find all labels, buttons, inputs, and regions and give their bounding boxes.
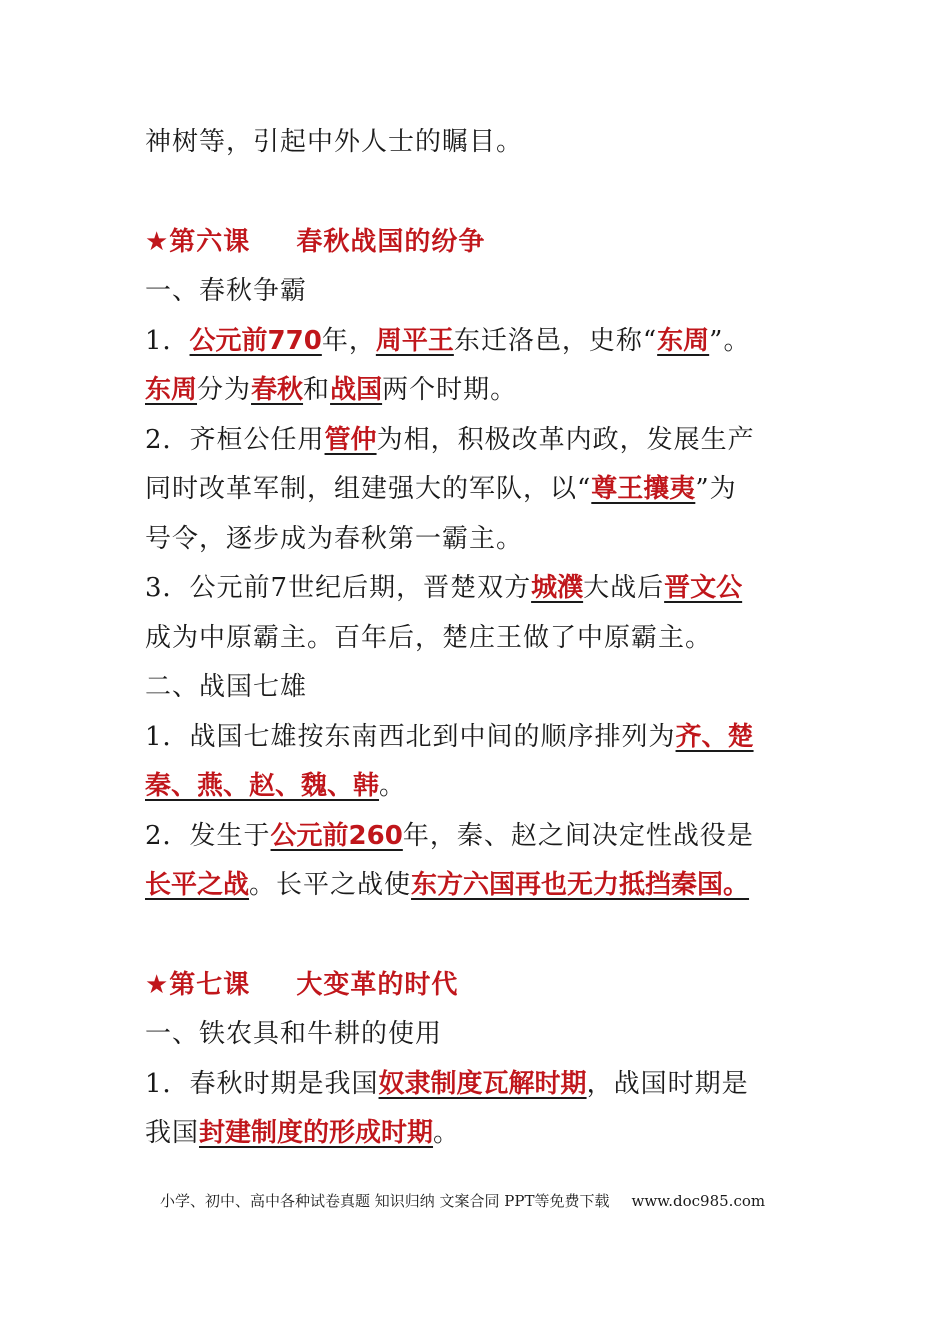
- text-line: [145, 416, 825, 466]
- plain-text: 我国: [145, 1118, 200, 1148]
- text-line: [145, 1060, 825, 1110]
- text-line: [145, 564, 825, 614]
- key-term: 晋文公: [664, 573, 743, 603]
- plain-text: 2．齐桓公任用: [145, 424, 325, 455]
- key-term: 东周: [145, 375, 198, 405]
- plain-text: 成为中原霸主。百年后，楚庄王做了中原霸主。: [145, 622, 713, 653]
- plain-text: ”为: [695, 474, 737, 504]
- key-term: 齐、楚: [675, 721, 754, 752]
- text-line: [145, 812, 825, 862]
- plain-text: 1．: [145, 325, 190, 356]
- plain-text: ，战国时期是: [586, 1068, 749, 1099]
- section-heading: [145, 1010, 825, 1060]
- text-line: [145, 861, 825, 911]
- section-heading: [145, 663, 825, 713]
- spacer: [145, 168, 825, 218]
- text-line: [145, 366, 825, 416]
- key-term: 封建制度的形成时期: [199, 1118, 434, 1148]
- key-term: 东方六国再也无力抵挡秦国。: [411, 870, 750, 900]
- plain-text: 1．战国七雄按东南西北到中间的顺序排列为: [145, 721, 676, 752]
- footer-site: www.doc985.com: [631, 1192, 766, 1210]
- text-line: [145, 317, 825, 367]
- plain-text: 东迁洛邑，史称“: [453, 325, 658, 356]
- plain-text: 2．发生于: [145, 820, 271, 851]
- plain-text: ”。: [709, 325, 751, 356]
- key-term: 战国: [330, 375, 383, 405]
- key-term: 管仲: [324, 424, 377, 455]
- key-term: 公元前260: [270, 820, 403, 851]
- lesson-title: 大变革的时代: [296, 969, 459, 1000]
- plain-text: 号令，逐步成为春秋第一霸主。: [145, 523, 524, 554]
- key-term: 周平王: [375, 325, 454, 356]
- page-footer: [160, 1190, 765, 1211]
- text-line: [145, 762, 825, 812]
- plain-text: 。: [379, 771, 407, 801]
- text-line: [145, 713, 825, 763]
- key-term: 秦、燕、赵、魏、韩: [145, 771, 380, 801]
- plain-text: 3．公元前7世纪后期，晋楚双方: [145, 573, 532, 603]
- key-term: 尊王攘夷: [591, 474, 696, 504]
- key-term: 春秋: [251, 375, 304, 405]
- section-title: 一、春秋争霸: [145, 276, 308, 306]
- lesson-number: ★第七课: [145, 969, 251, 1000]
- lesson-number: ★第六课: [145, 226, 251, 257]
- section-heading: [145, 267, 825, 317]
- lesson-6-heading: [145, 218, 825, 268]
- plain-text: 大战后: [583, 573, 665, 603]
- plain-text: 分为: [197, 375, 252, 405]
- key-term: 东周: [657, 325, 710, 356]
- section-title: 二、战国七雄: [145, 672, 308, 702]
- spacer: [145, 911, 825, 961]
- plain-text: 为相，积极改革内政，发展生产: [376, 424, 755, 455]
- plain-text: 和: [303, 375, 331, 405]
- key-term: 城濮: [531, 573, 584, 603]
- plain-text: 年，秦、赵之间决定性战役是: [402, 820, 754, 851]
- key-term: 公元前770: [189, 325, 322, 356]
- plain-text: 1．春秋时期是我国: [145, 1068, 379, 1099]
- plain-text: 年，: [321, 325, 376, 356]
- key-term: 奴隶制度瓦解时期: [378, 1068, 587, 1099]
- text-line: [145, 118, 825, 168]
- lesson-title: 春秋战国的纷争: [296, 226, 486, 257]
- plain-text: 。: [433, 1118, 461, 1148]
- section-title: 一、铁农具和牛耕的使用: [145, 1019, 443, 1049]
- lesson-7-heading: [145, 961, 825, 1011]
- footer-text: 小学、初中、高中各种试卷真题 知识归纳 文案合同 PPT等免费下载: [160, 1192, 610, 1210]
- plain-text: 同时改革军制，组建强大的军队，以“: [145, 474, 592, 504]
- text-line: [145, 614, 825, 664]
- plain-text: 神树等，引起中外人士的瞩目。: [145, 127, 524, 157]
- plain-text: 两个时期。: [382, 375, 518, 405]
- key-term: 长平之战: [145, 870, 250, 900]
- text-line: [145, 515, 825, 565]
- text-line: [145, 465, 825, 515]
- text-line: [145, 1109, 825, 1159]
- document-body: [145, 118, 825, 1159]
- plain-text: 。长平之战使: [249, 870, 412, 900]
